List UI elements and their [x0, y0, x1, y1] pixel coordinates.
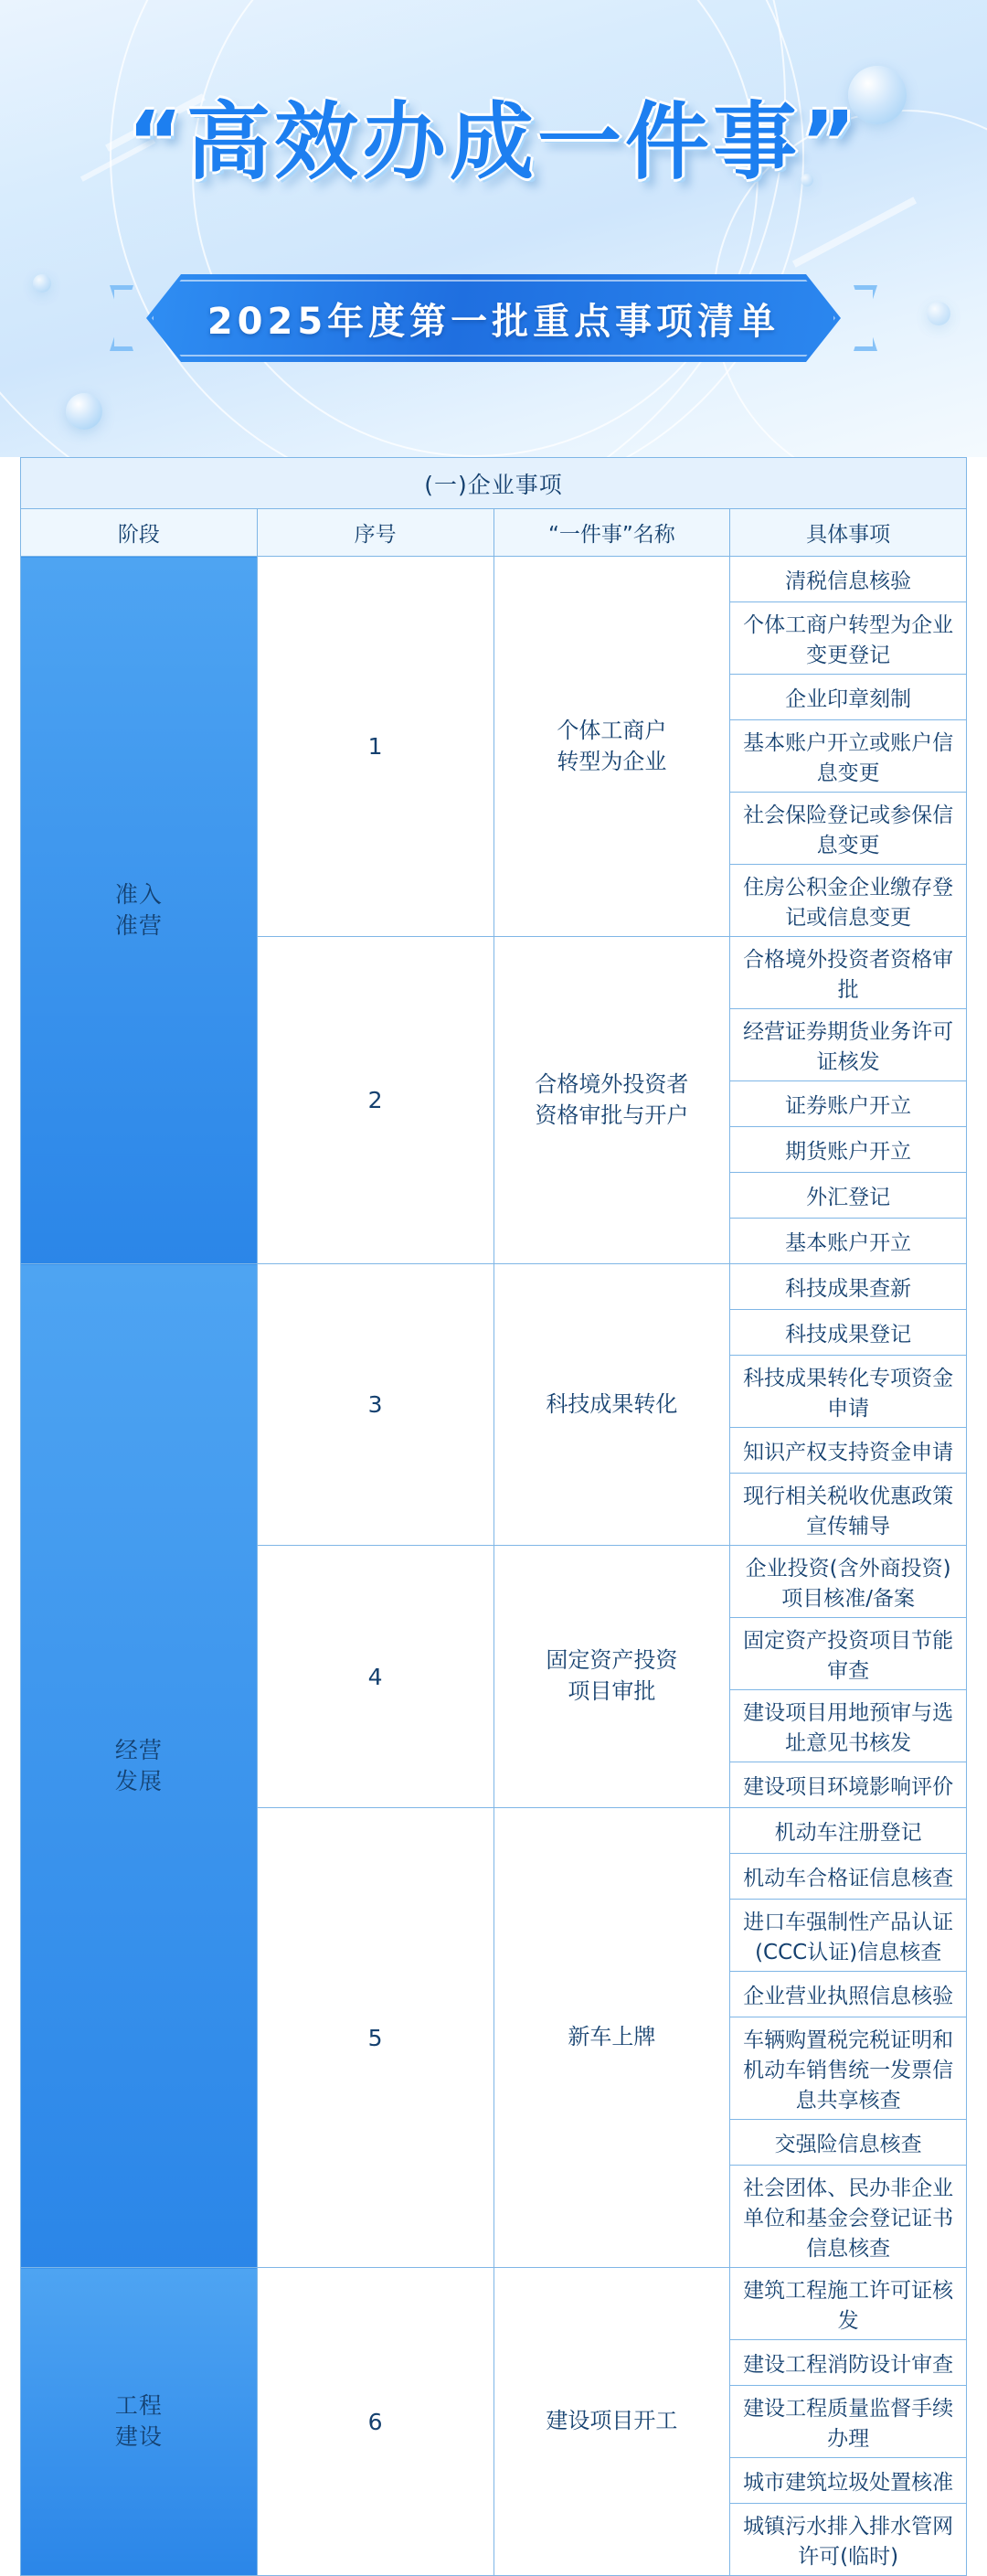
group-index-cell: 3 [257, 1264, 494, 1546]
matter-item-cell: 外汇登记 [730, 1173, 967, 1219]
matters-table [20, 457, 967, 2576]
matter-item-cell: 交强险信息核查 [730, 2120, 967, 2166]
matter-item-cell: 进口车强制性产品认证(CCC认证)信息核查 [730, 1900, 967, 1972]
matter-item-cell: 现行相关税收优惠政策宣传辅导 [730, 1474, 967, 1546]
page-subtitle: 2025年度第一批重点事项清单 [207, 300, 780, 343]
table-section-header-row [21, 458, 967, 509]
matter-item-cell: 科技成果登记 [730, 1310, 967, 1356]
column-header-items: 具体事项 [730, 509, 967, 557]
matter-item-cell: 建设工程质量监督手续办理 [730, 2386, 967, 2458]
group-name-cell: 新车上牌 [494, 1808, 730, 2268]
subtitle-banner [110, 274, 877, 362]
group-index-cell: 6 [257, 2268, 494, 2576]
matter-item-cell: 企业投资(含外商投资)项目核准/备案 [730, 1546, 967, 1618]
column-header-stage: 阶段 [21, 509, 258, 557]
table-row [21, 557, 967, 602]
group-name-cell: 合格境外投资者 资格审批与开户 [494, 937, 730, 1264]
matter-item-cell: 建设项目用地预审与选址意见书核发 [730, 1690, 967, 1762]
group-index-cell: 4 [257, 1546, 494, 1808]
matter-item-cell: 证券账户开立 [730, 1081, 967, 1127]
group-name-cell: 科技成果转化 [494, 1264, 730, 1546]
matter-item-cell: 企业印章刻制 [730, 675, 967, 720]
matter-item-cell: 基本账户开立 [730, 1219, 967, 1264]
group-index-cell: 1 [257, 557, 494, 937]
matter-item-cell: 清税信息核验 [730, 557, 967, 602]
group-name-cell: 建设项目开工 [494, 2268, 730, 2576]
matter-item-cell: 科技成果转化专项资金申请 [730, 1356, 967, 1428]
matter-item-cell: 机动车注册登记 [730, 1808, 967, 1854]
matter-item-cell: 建设项目环境影响评价 [730, 1762, 967, 1808]
decorative-bubble-2 [66, 393, 102, 430]
page-title: “高效办成一件事” [127, 93, 860, 191]
stage-cell: 准入 准营 [21, 557, 258, 1264]
matter-item-cell: 科技成果查新 [730, 1264, 967, 1310]
matter-item-cell: 合格境外投资者资格审批 [730, 937, 967, 1009]
stage-cell: 工程 建设 [21, 2268, 258, 2576]
group-name-cell: 个体工商户 转型为企业 [494, 557, 730, 937]
matters-table-wrapper [20, 457, 967, 2576]
matter-item-cell: 期货账户开立 [730, 1127, 967, 1173]
table-row [21, 1264, 967, 1310]
matter-item-cell: 社会保险登记或参保信息变更 [730, 793, 967, 865]
group-name-cell: 固定资产投资 项目审批 [494, 1546, 730, 1808]
header-banner [0, 0, 987, 457]
matter-item-cell: 固定资产投资项目节能审查 [730, 1618, 967, 1690]
decorative-bubble-5 [927, 302, 950, 325]
matter-item-cell: 车辆购置税完税证明和机动车销售统一发票信息共享核查 [730, 2017, 967, 2120]
table-column-header-row [21, 509, 967, 557]
matter-item-cell: 经营证券期货业务许可证核发 [730, 1009, 967, 1081]
matter-item-cell: 基本账户开立或账户信息变更 [730, 720, 967, 793]
decorative-bubble-3 [33, 274, 51, 293]
stage-cell: 经营 发展 [21, 1264, 258, 2268]
matter-item-cell: 企业营业执照信息核验 [730, 1972, 967, 2017]
matter-item-cell: 机动车合格证信息核查 [730, 1854, 967, 1900]
matter-item-cell: 住房公积金企业缴存登记或信息变更 [730, 865, 967, 937]
table-row [21, 2268, 967, 2340]
matter-item-cell: 城镇污水排入排水管网许可(临时) [730, 2504, 967, 2576]
section-title: (一)企业事项 [21, 458, 967, 509]
group-index-cell: 2 [257, 937, 494, 1264]
group-index-cell: 5 [257, 1808, 494, 2268]
matter-item-cell: 建设工程消防设计审查 [730, 2340, 967, 2386]
column-header-name: “一件事”名称 [494, 509, 730, 557]
matter-item-cell: 社会团体、民办非企业单位和基金会登记证书信息核查 [730, 2166, 967, 2268]
matter-item-cell: 知识产权支持资金申请 [730, 1428, 967, 1474]
column-header-index: 序号 [257, 509, 494, 557]
matter-item-cell: 城市建筑垃圾处置核准 [730, 2458, 967, 2504]
matter-item-cell: 建筑工程施工许可证核发 [730, 2268, 967, 2340]
matter-item-cell: 个体工商户转型为企业变更登记 [730, 602, 967, 675]
